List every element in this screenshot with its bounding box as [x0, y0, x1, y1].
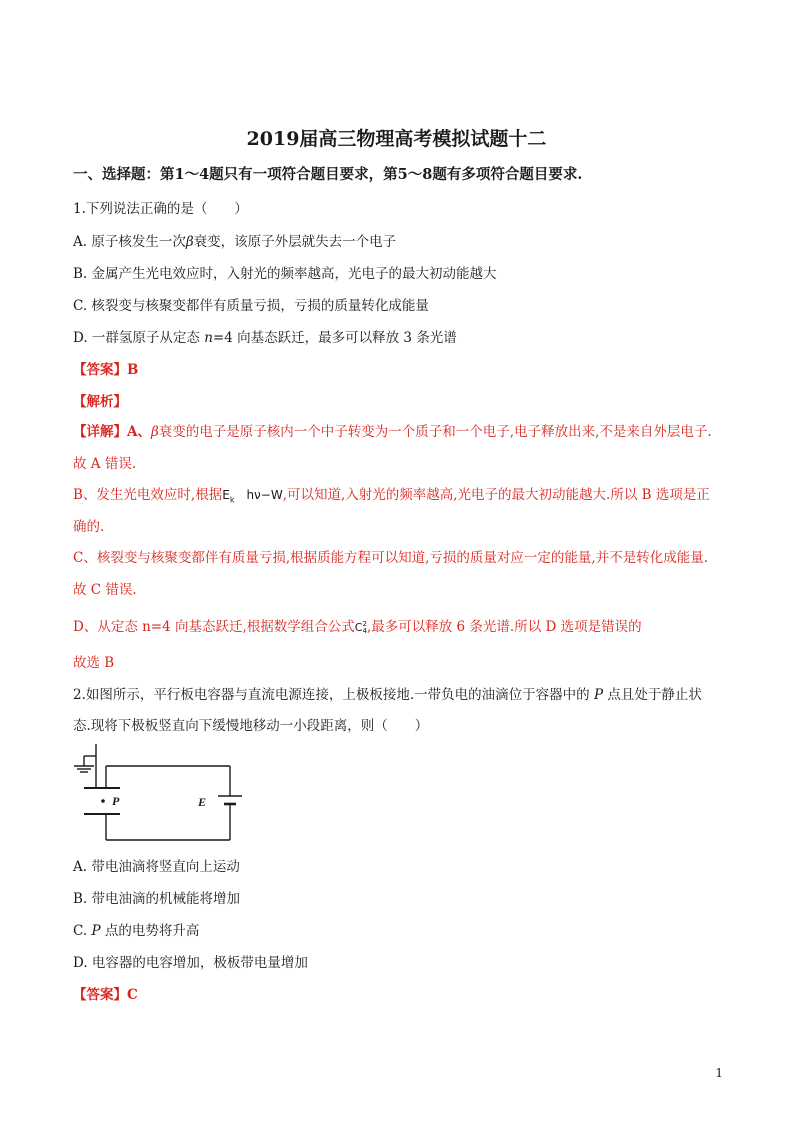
q1-detail-line-4: 确的. — [73, 519, 105, 535]
photoelectric-formula — [222, 488, 283, 505]
combination-formula — [355, 619, 367, 637]
q1-detail-line-8: 故选 B — [73, 655, 115, 671]
q1-stem: 1.下列说法正确的是（ ） — [73, 201, 248, 217]
q2-option-b: B. 带电油滴的机械能将增加 — [73, 891, 241, 907]
q1-option-d-pre: D. 一群氢原子从定态 — [73, 330, 205, 346]
q1-detail-l3-post: ,可以知道,入射光的频率越高,光电子的最大初动能越大.所以 B 选项是正 — [282, 487, 710, 503]
q2-stem-line-2: 态.现将下极板竖直向下缓慢地移动一小段距离，则（ ） — [73, 718, 429, 734]
formula-sup: 2 — [362, 620, 367, 628]
formula-e: E — [222, 488, 230, 502]
q1-detail-l7-pre: D、从定态 n=4 向基态跃迁,根据数学组合公式 — [73, 619, 355, 635]
q1-detail-l3-pre: B、发生光电效应时,根据 — [73, 487, 223, 503]
q1-detail-line-5: C、核裂变与核聚变都伴有质量亏损,根据质能方程可以知道,亏损的质量对应一定的能量,并不是转化成能量. — [73, 550, 708, 566]
formula-rest: hν−W — [246, 488, 283, 502]
q2-answer-value: C — [127, 987, 138, 1003]
section-heading: 一、选择题：第1～4题只有一项符合题目要求，第5～8题有多项符合题目要求. — [73, 166, 583, 183]
q1-option-a-post: 衰变，该原子外层就失去一个电子 — [193, 234, 397, 250]
q1-detail-l7-post: ,最多可以释放 6 条光谱.所以 D 选项是错误的 — [366, 619, 642, 635]
formula-k: k — [229, 495, 235, 505]
q1-option-c: C. 核裂变与核聚变都伴有质量亏损，亏损的质量转化成能量 — [73, 298, 429, 314]
beta-symbol: β — [150, 424, 159, 440]
formula-indices — [362, 621, 366, 635]
q1-answer-label: 【答案】 — [73, 362, 127, 378]
q1-answer-value: B — [127, 362, 139, 378]
label-e: E — [198, 795, 207, 809]
q1-analysis-label: 【解析】 — [73, 394, 127, 410]
q2-option-c-post: 点的电势将升高 — [100, 923, 200, 939]
q1-option-a — [73, 233, 396, 251]
formula-sub: 4 — [362, 627, 367, 635]
q1-detail-line-1 — [73, 423, 712, 441]
page-number: 1 — [715, 1066, 723, 1080]
q1-detail-l1-post: 衰变的电子是原子核内一个中子转变为一个质子和一个电子,电子释放出来,不是来自外层电子. — [158, 424, 712, 440]
q1-option-d-var: n — [204, 330, 213, 346]
q1-option-a-pre: A. 原子核发生一次 — [73, 234, 186, 250]
q2-option-c-pre: C. — [73, 923, 92, 939]
q2-stem-line-1 — [73, 686, 702, 704]
q1-detail-line-3 — [73, 486, 710, 509]
q2-answer — [73, 986, 138, 1004]
oil-drop-dot — [101, 799, 105, 803]
q1-answer — [73, 361, 138, 379]
q1-option-d — [73, 329, 457, 347]
q1-detail-line-6: 故 C 错误. — [73, 582, 137, 598]
q2-option-d: D. 电容器的电容增加，极板带电量增加 — [73, 955, 308, 971]
beta-symbol: β — [185, 234, 194, 250]
q2-answer-label: 【答案】 — [73, 987, 127, 1003]
q1-detail-line-7 — [73, 618, 642, 637]
formula-c: C — [354, 621, 363, 634]
q1-option-d-post: =4 向基态跃迁，最多可以释放 3 条光谱 — [212, 330, 457, 346]
label-p: P — [112, 794, 120, 808]
page-title: 2019届高三物理高考模拟试题十二 — [246, 128, 547, 150]
q1-detail-line-2: 故 A 错误. — [73, 456, 137, 472]
q2-stem-l1-post: 点且处于静止状 — [603, 687, 702, 703]
q2-stem-var: P — [593, 687, 604, 703]
q1-detail-l1-pre: 【详解】A、 — [73, 424, 151, 440]
q2-option-c — [73, 922, 199, 940]
q2-stem-l1-pre: 2.如图所示，平行板电容器与直流电源连接，上极板接地.一带负电的油滴位于容器中的 — [73, 687, 594, 703]
q2-option-a: A. 带电油滴将竖直向上运动 — [73, 859, 240, 875]
q2-option-c-var: P — [91, 923, 101, 939]
q1-option-b: B. 金属产生光电效应时，入射光的频率越高，光电子的最大初动能越大 — [73, 266, 497, 282]
capacitor-circuit-diagram — [70, 738, 250, 848]
